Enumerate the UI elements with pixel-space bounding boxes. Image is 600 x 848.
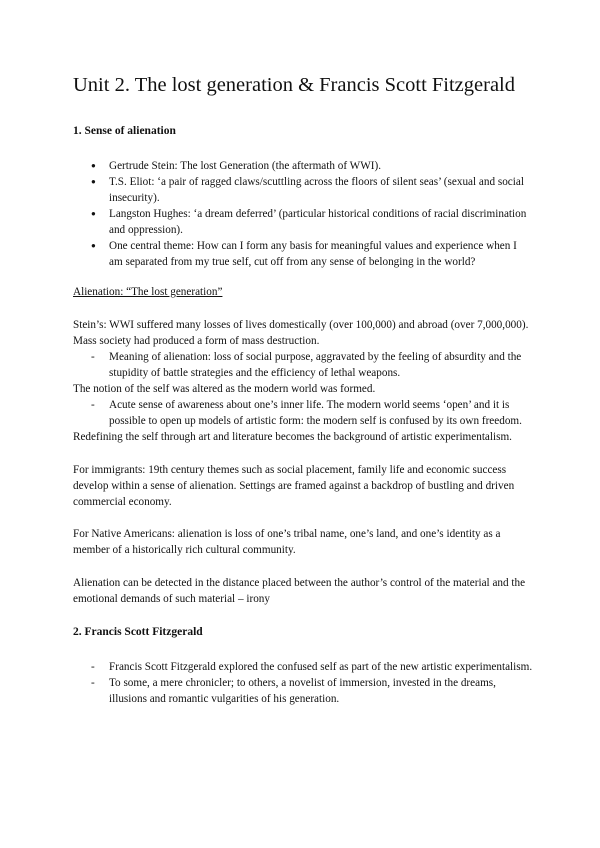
paragraph-native-americans: For Native Americans: alienation is loss of one’s tribal name, one’s land, and one’s identity as a member of a historically rich cultural community. — [73, 528, 501, 556]
paragraph-immigrants: For immigrants: 19th century themes such as social placement, family life and economic success develop within a sense of alienation. Settings are framed against a backdrop of bustling and driven commercial economy. — [73, 464, 515, 508]
list-item-text: T.S. Eliot: ‘a pair of ragged claws/scuttling across the floors of silent seas’ (sexual and social insecurity). — [109, 176, 524, 204]
list-item-text: One central theme: How can I form any basis for meaningful values and experience when I am separated from my true self, cut off from any sense of belonging in the world? — [109, 240, 517, 268]
notion-of-self-line: The notion of the self was altered as the modern world was formed. — [73, 383, 376, 395]
dash-icon: - — [91, 399, 95, 411]
dash-icon: - — [91, 677, 95, 689]
document-page — [73, 72, 533, 707]
list-item — [91, 349, 533, 381]
list-item — [91, 158, 533, 174]
page-title: Unit 2. The lost generation & Francis Scott Fitzgerald — [73, 74, 516, 96]
list-item-text: Gertrude Stein: The lost Generation (the aftermath of WWI). — [109, 160, 382, 172]
dash-icon: - — [91, 351, 95, 363]
paragraph-irony: Alienation can be detected in the distance placed between the author’s control of the material and the emotional demands of such material – irony — [73, 577, 526, 605]
list-item-text: Meaning of alienation: loss of social purpose, aggravated by the feeling of absurdity and the stupidity of battle strategies and the efficiency of lethal weapons. — [109, 351, 522, 379]
list-item-text: Acute sense of awareness about one’s inner life. The modern world seems ‘open’ and it is possible to open up models of artistic form: the modern self is confused by its own freedom. — [109, 399, 522, 427]
list-item — [91, 206, 533, 238]
alienation-bullet-list — [73, 158, 533, 270]
section-heading-fitzgerald: 2. Francis Scott Fitzgerald — [73, 626, 203, 638]
list-item — [91, 675, 533, 707]
list-item — [91, 238, 533, 270]
alienation-meaning-list — [73, 349, 533, 381]
fitzgerald-list — [73, 659, 533, 707]
list-item — [91, 659, 533, 675]
list-item-text: To some, a mere chronicler; to others, a novelist of immersion, invested in the dreams, illusions and romantic vulgarities of his generation. — [109, 677, 496, 705]
list-item — [91, 397, 533, 429]
stein-paragraph: Stein’s: WWI suffered many losses of lives domestically (over 100,000) and abroad (over 7,000,000). Mass society had produced a form of mass destruction. — [73, 319, 529, 347]
bullet-icon: ● — [91, 209, 96, 218]
bullet-icon: ● — [91, 241, 96, 250]
section-heading-alienation: 1. Sense of alienation — [73, 125, 176, 137]
bullet-icon: ● — [91, 177, 96, 186]
inner-life-list — [73, 397, 533, 429]
list-item — [91, 174, 533, 206]
bullet-icon: ● — [91, 161, 96, 170]
subheading-lost-generation: Alienation: “The lost generation” — [73, 286, 223, 298]
dash-icon: - — [91, 661, 95, 673]
paragraph-redefining-self: Redefining the self through art and literature becomes the background of artistic experimentalism. — [73, 431, 512, 443]
list-item-text: Langston Hughes: ‘a dream deferred’ (particular historical conditions of racial discrimination and oppression). — [109, 208, 527, 236]
list-item-text: Francis Scott Fitzgerald explored the confused self as part of the new artistic experimentalism. — [109, 661, 533, 673]
